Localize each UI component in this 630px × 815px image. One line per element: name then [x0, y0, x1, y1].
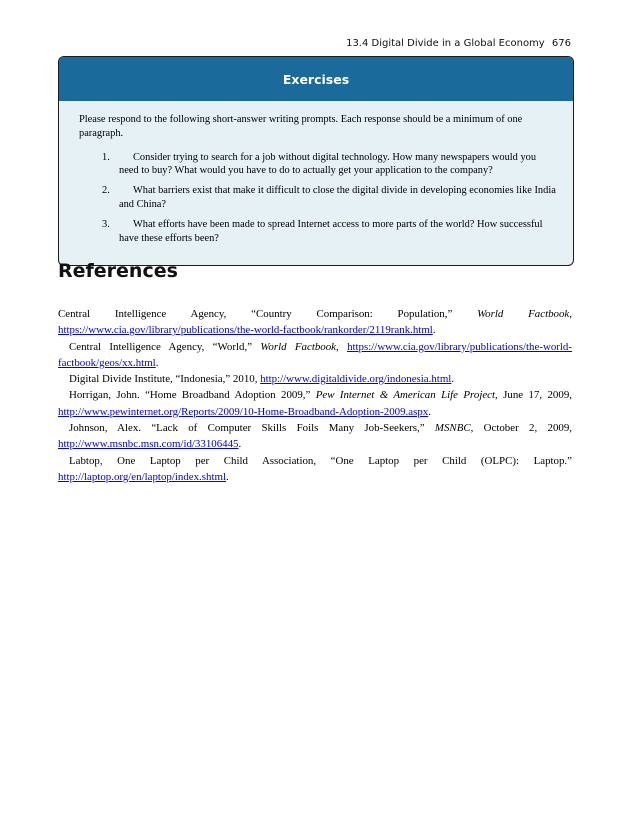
- reference-link[interactable]: http://www.msnbc.msn.com/id/33106445: [58, 438, 239, 451]
- references-heading: References: [58, 260, 178, 282]
- exercise-item: [79, 184, 557, 212]
- reference-link[interactable]: http://www.pewinternet.org/Reports/2009/10-Home-Broadband-Adoption-2009.aspx: [58, 405, 429, 418]
- exercises-box: [58, 56, 574, 266]
- exercises-header: [59, 57, 573, 101]
- reference-text: .: [428, 405, 431, 418]
- reference-text: Labtop, One Laptop per Child Association, “One Laptop per Child (OLPC): Laptop.”: [69, 454, 572, 467]
- reference-link[interactable]: https://www.cia.gov/library/publications/the-world-factbook/rankorder/2119rank.html: [58, 324, 433, 337]
- exercises-body: [59, 101, 573, 265]
- reference-text: , June 17, 2009,: [495, 389, 572, 402]
- exercises-title: Exercises: [282, 71, 350, 87]
- exercises-intro: Please respond to the following short-answer writing prompts. Each response should be a minimum of one paragraph.: [79, 114, 523, 139]
- running-header: [346, 38, 571, 49]
- reference-text: Digital Divide Institute, “Indonesia,” 2010,: [69, 373, 261, 386]
- exercise-number: 1.: [102, 151, 110, 163]
- exercise-item: [79, 218, 557, 246]
- reference-text: ,: [336, 340, 348, 353]
- reference-text: , October 2, 2009,: [470, 422, 572, 435]
- exercise-number: 2.: [102, 185, 110, 197]
- reference-entry: [58, 371, 572, 387]
- reference-source: World Factbook: [477, 308, 570, 320]
- section-title: 13.4 Digital Divide in a Global Economy: [346, 38, 545, 49]
- reference-text: .: [238, 438, 242, 451]
- reference-source: World Factbook: [260, 340, 337, 353]
- reference-entry: [58, 306, 572, 339]
- reference-text: ,: [569, 308, 572, 320]
- reference-link[interactable]: http://laptop.org/en/laptop/index.shtml: [58, 470, 226, 483]
- reference-link[interactable]: https://www.cia.gov/library/publications/the-world-factbook/geos/xx.html: [58, 340, 572, 369]
- reference-entry: [58, 453, 572, 486]
- exercise-number: 3.: [102, 218, 110, 230]
- reference-entry: [58, 339, 572, 372]
- reference-text: Horrigan, John. “Home Broadband Adoption 2009,”: [69, 389, 316, 402]
- exercise-text: What efforts have been made to spread Internet access to more parts of the world? How successful have these efforts been?: [119, 218, 543, 244]
- reference-link[interactable]: http://www.digitaldivide.org/indonesia.html: [260, 373, 452, 386]
- references-list: [58, 306, 572, 485]
- reference-text: Central Intelligence Agency, “World,”: [69, 340, 261, 353]
- reference-text: Central Intelligence Agency, “Country Comparison: Population,”: [58, 308, 478, 320]
- reference-source: MSNBC: [434, 422, 471, 435]
- exercise-text: Consider trying to search for a job without digital technology. How many newspapers would you need to buy? What would you have to do to actually get your application to the company?: [119, 151, 537, 177]
- exercise-text: What barriers exist that make it difficult to close the digital divide in developing economies like India and China?: [119, 185, 556, 210]
- page-number: 676: [551, 38, 571, 49]
- reference-entry: [58, 387, 572, 420]
- reference-text: Johnson, Alex. “Lack of Computer Skills Foils Many Job-Seekers,”: [69, 422, 435, 435]
- reference-text: .: [226, 470, 229, 483]
- reference-entry: [58, 420, 572, 453]
- reference-text: .: [155, 356, 159, 369]
- exercise-item: [79, 151, 557, 179]
- reference-text: .: [432, 324, 436, 337]
- exercise-list: [79, 151, 557, 246]
- reference-source: Pew Internet & American Life Project: [315, 389, 496, 402]
- reference-text: .: [451, 373, 455, 386]
